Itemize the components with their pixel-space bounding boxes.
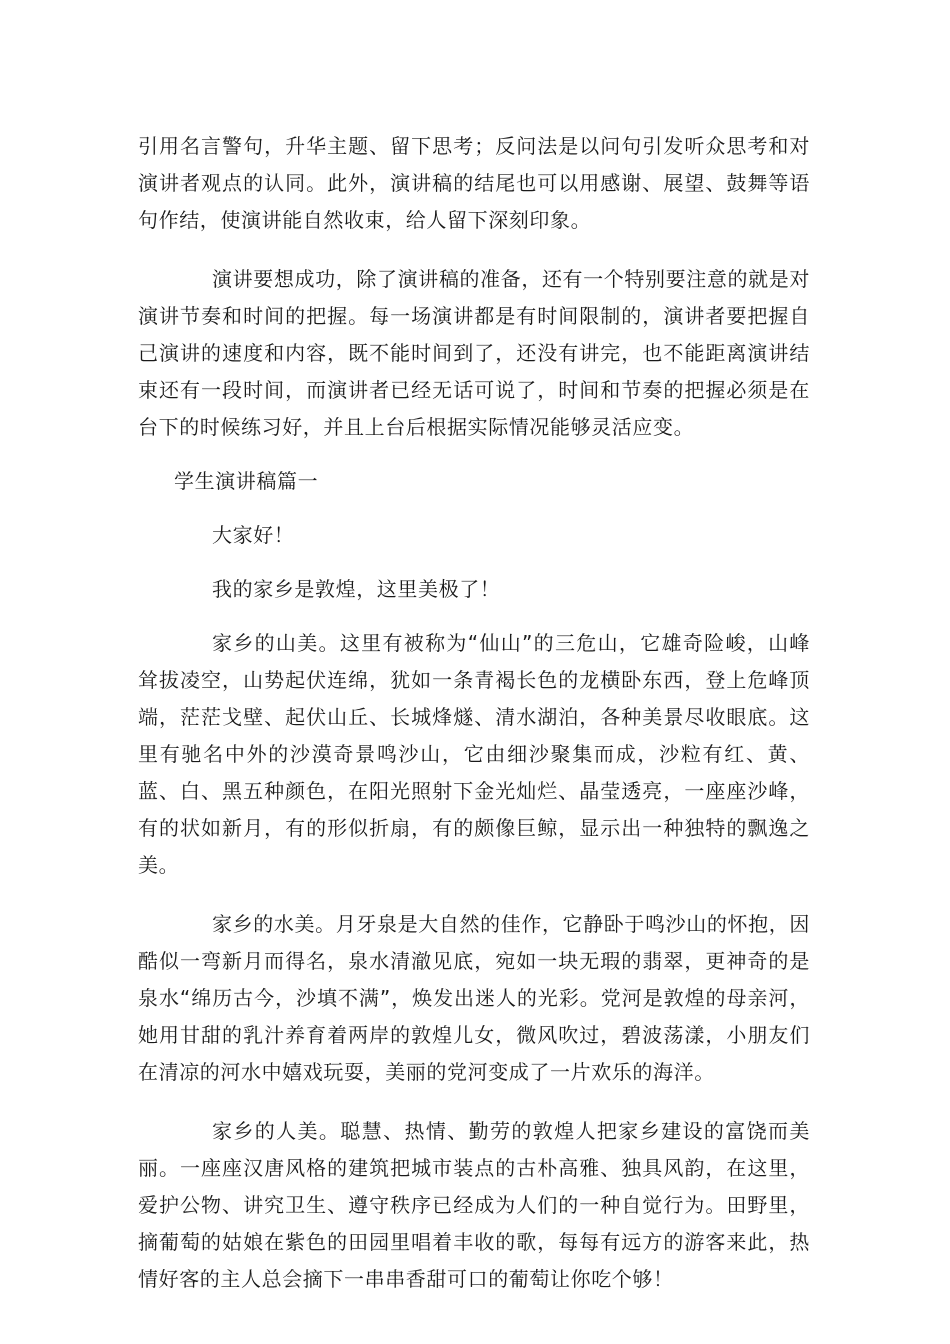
paragraph-people: 家乡的人美。聪慧、热情、勤劳的敦煌人把家乡建设的富饶而美丽。一座座汉唐风格的建筑把城市装点的古朴高雅、独具风韵，在这里，爱护公物、讲究卫生、遵守秩序已经成为人们的一种自觉行为。田野里，摘葡萄的姑娘在紫色的田园里唱着丰收的歌，每每有远方的游客来此，热情好客的主人总会摘下一串串香甜可口的葡萄让你吃个够！ <box>138 1119 810 1291</box>
paragraph-water: 家乡的水美。月牙泉是大自然的佳作，它静卧于鸣沙山的怀抱，因酷似一弯新月而得名，泉水清澈见底，宛如一块无瑕的翡翠，更神奇的是泉水“绵历古今，沙填不满”，焕发出迷人的光彩。党河是敦煌的母亲河，她用甘甜的乳汁养育着两岸的敦煌儿女，微风吹过，碧波荡漾，小朋友们在清凉的河水中嬉戏玩耍，美丽的党河变成了一片欢乐的海洋。 <box>138 912 810 1084</box>
paragraph-greeting: 大家好！ <box>212 523 295 547</box>
section-heading: 学生演讲稿篇一 <box>174 469 319 493</box>
document-page <box>138 128 810 1298</box>
paragraph-timing: 演讲要想成功，除了演讲稿的准备，还有一个特别要注意的就是对演讲节奏和时间的把握。每一场演讲都是有时间限制的，演讲者要把握自己演讲的速度和内容，既不能时间到了，还没有讲完，也不能距离演讲结束还有一段时间，而演讲者已经无话可说了，时间和节奏的把握必须是在台下的时候练习好，并且上台后根据实际情况能够灵活应变。 <box>138 267 810 439</box>
paragraph-mountains: 家乡的山美。这里有被称为“仙山”的三危山，它雄奇险峻，山峰耸拔凌空，山势起伏连绵，犹如一条青褐长色的龙横卧东西，登上危峰顶端，茫茫戈壁、起伏山丘、长城烽燧、清水湖泊，各种美景尽收眼底。这里有驰名中外的沙漠奇景鸣沙山，它由细沙聚集而成，沙粒有红、黄、蓝、白、黑五种颜色，在阳光照射下金光灿烂、晶莹透亮，一座座沙峰，有的状如新月，有的形似折扇，有的颇像巨鲸，显示出一种独特的飘逸之美。 <box>138 631 810 877</box>
paragraph-hometown-intro: 我的家乡是敦煌，这里美极了！ <box>212 577 501 601</box>
paragraph-speech-ending: 引用名言警句，升华主题、留下思考；反问法是以问句引发听众思考和对演讲者观点的认同。此外，演讲稿的结尾也可以用感谢、展望、鼓舞等语句作结，使演讲能自然收束，给人留下深刻印象。 <box>138 134 810 232</box>
